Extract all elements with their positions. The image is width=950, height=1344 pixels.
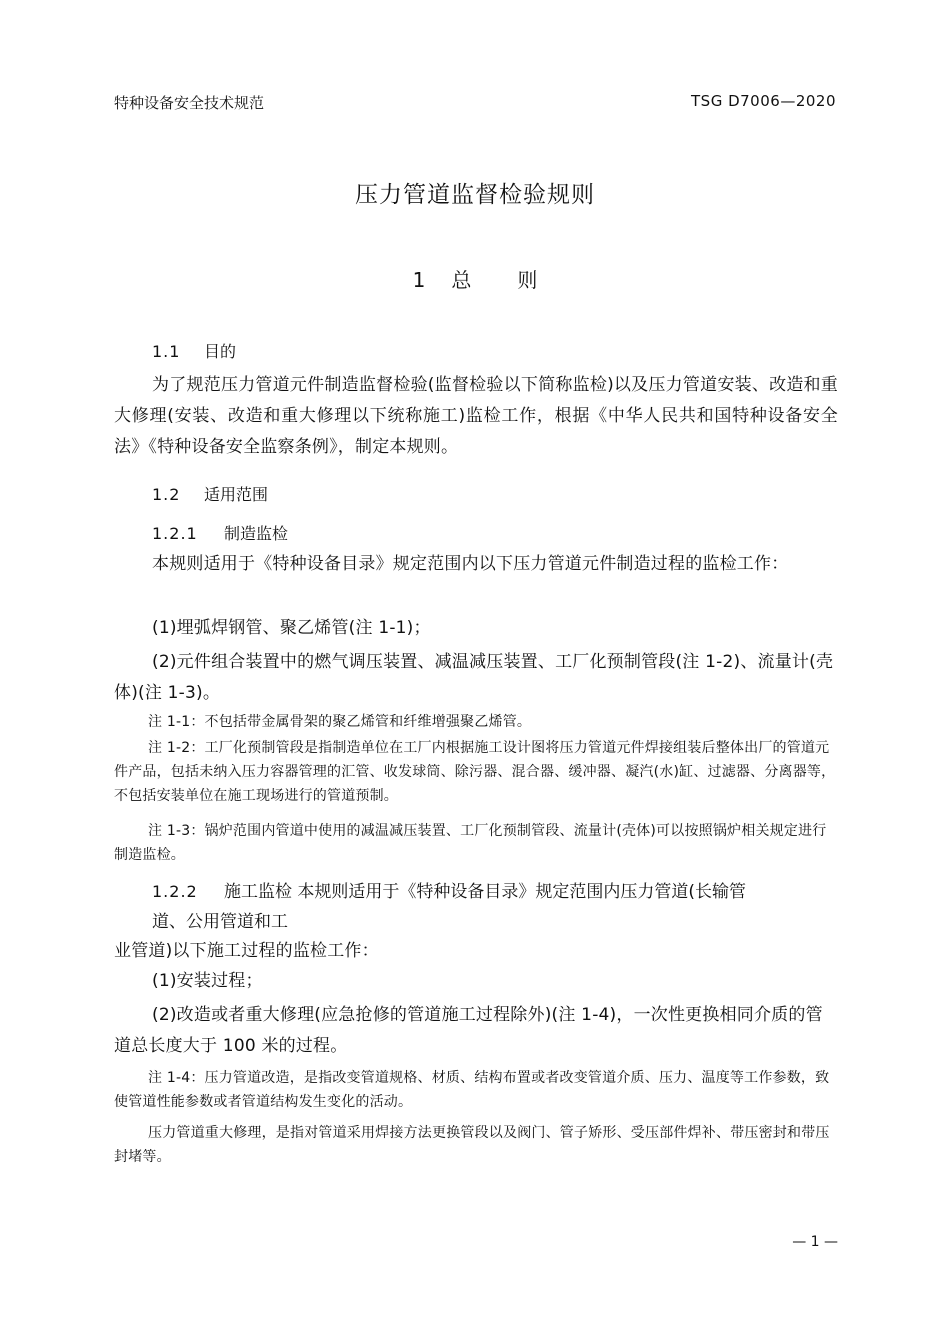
- paragraph-manufacturing-scope: 本规则适用于《特种设备目录》规定范围内以下压力管道元件制造过程的监检工作：: [152, 554, 789, 574]
- section-1-2-1-heading: [152, 521, 288, 544]
- section-1-1-heading: [152, 339, 236, 362]
- note-1-1: 注 1-1：不包括带金属骨架的聚乙烯管和纤维增强聚乙烯管。: [148, 714, 532, 730]
- paragraph-purpose: 为了规范压力管道元件制造监督检验(监督检验以下简称监检)以及压力管道安装、改造和重大修理(安装、改造和重大修理以下统称施工)监检工作，根据《中华人民共和国特种设备安全法》《特种设备安全监察条例》，制定本规则。: [114, 375, 838, 457]
- chapter-heading: [0, 264, 950, 293]
- running-header-left: 特种设备安全技术规范: [114, 94, 265, 112]
- section-title: 制造监检: [224, 524, 289, 543]
- section-title: 目的: [204, 342, 237, 361]
- chapter-number: 1: [412, 268, 426, 292]
- page-number: — 1 —: [792, 1234, 838, 1250]
- section-number: 1.2.2: [152, 882, 198, 901]
- section-title-line-1: 施工监检 本规则适用于《特种设备目录》规定范围内压力管道(长输管: [224, 882, 747, 902]
- section-title: 适用范围: [204, 485, 269, 504]
- list-item-3: (1)安装过程；: [152, 971, 263, 991]
- running-header-right: TSG D7006—2020: [691, 92, 836, 110]
- note-1-4: 注 1-4：压力管道改造，是指改变管道规格、材质、结构布置或者改变管道介质、压力、温度等工作参数，致使管道性能参数或者管道结构发生变化的活动。: [114, 1070, 830, 1110]
- section-number: 1.1: [152, 342, 181, 361]
- section-1-2-2-heading-line-1: [152, 877, 746, 902]
- chapter-title-part-1: 总: [451, 268, 472, 292]
- section-number: 1.2: [152, 485, 181, 504]
- paragraph-construction-scope: 业管道)以下施工过程的监检工作：: [114, 941, 379, 961]
- note-1-3: 注 1-3：锅炉范围内管道中使用的减温减压装置、工厂化预制管段、流量计(壳体)可以按照锅炉相关规定进行制造监检。: [114, 823, 827, 863]
- note-1-2: 注 1-2：工厂化预制管段是指制造单位在工厂内根据施工设计图将压力管道元件焊接组装后整体出厂的管道元件产品，包括未纳入压力容器管理的汇管、收发球筒、除污器、混合器、缓冲器、凝汽(水)缸、过滤器、分离器等，不包括安装单位在施工现场进行的管道预制。: [114, 740, 836, 804]
- section-number: 1.2.1: [152, 524, 198, 543]
- chapter-title-part-2: 则: [517, 268, 538, 292]
- section-1-2-2-heading-line-2: 道、公用管道和工: [152, 912, 288, 932]
- list-item-4: (2)改造或者重大修理(应急抢修的管道施工过程除外)(注 1-4)，一次性更换相同介质的管道总长度大于 100 米的过程。: [114, 1005, 823, 1056]
- note-1-4-continued: 压力管道重大修理，是指对管道采用焊接方法更换管段以及阀门、管子矫形、受压部件焊补、带压密封和带压封堵等。: [114, 1125, 830, 1165]
- section-1-2-heading: [152, 482, 268, 505]
- document-title: 压力管道监督检验规则: [355, 182, 595, 208]
- list-item-1: (1)埋弧焊钢管、聚乙烯管(注 1-1)；: [152, 618, 431, 638]
- list-item-2: (2)元件组合装置中的燃气调压装置、减温减压装置、工厂化预制管段(注 1-2)、流量计(壳体)(注 1-3)。: [114, 652, 834, 703]
